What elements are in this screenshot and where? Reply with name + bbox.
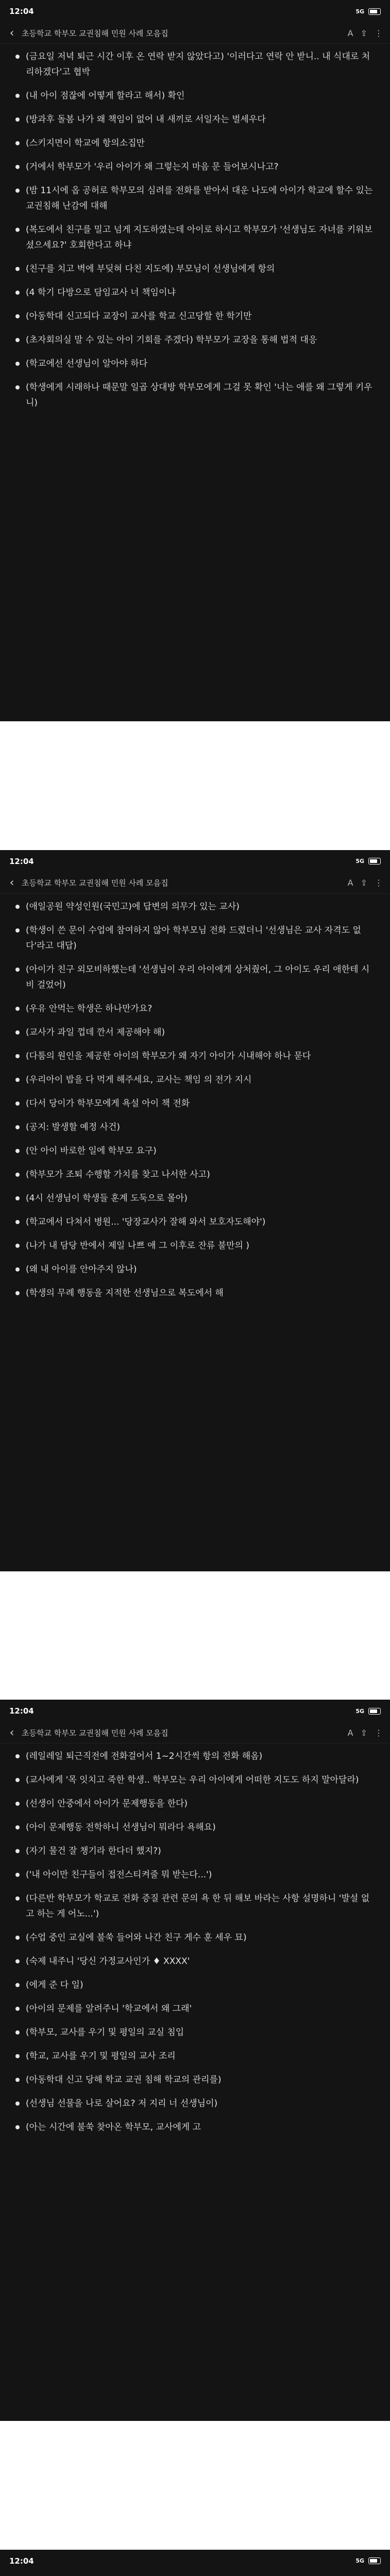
bullet-icon: [15, 189, 20, 193]
bullet-icon: [15, 1125, 20, 1129]
list-item: [15, 1954, 377, 1969]
list-item: [15, 356, 377, 371]
list-item-text: (다서 당이가 학부모에게 욕설 아이 책 전화: [26, 1098, 190, 1109]
list-item-text: (친구를 치고 벽에 부딪혀 다친 지도에) 부모님이 선생님에게 항의: [26, 264, 275, 274]
list-item-text: (공지: 발생할 예정 사건): [26, 1122, 121, 1132]
bullet-icon: [15, 267, 20, 271]
signal-label: 5G: [355, 2557, 364, 2564]
screenshot-divider: [0, 721, 390, 850]
list-item-text: (다른반 학부모가 학교로 전화 증질 관련 문의 욕 한 뒤 해보 바라는 사항 설명하니 '발설 없고 하는 게 어노...'): [26, 1893, 370, 1919]
list-item: [15, 1977, 377, 1993]
bullet-icon: [15, 165, 20, 169]
bullet-icon: [15, 1778, 20, 1782]
list-item-text: (학교에선 선생님이 알아야 하다: [26, 359, 148, 369]
list-item: [15, 1891, 377, 1922]
list-item-text: (애일공원 약성인원(국민고)에 답변의 의무가 있는 교사): [26, 901, 240, 912]
bullet-icon: [15, 1896, 20, 1901]
list-item-text: (아이 문제행동 전학하니 선생님이 뭐라다 욕해요): [26, 1822, 216, 1833]
battery-icon: [368, 858, 381, 865]
list-item: [15, 1025, 377, 1040]
status-bar: [0, 2550, 390, 2572]
status-icons: [355, 8, 381, 15]
bullet-icon: [15, 1825, 20, 1829]
list-item-text: (안 아이 바로한 일에 학부모 요구): [26, 1145, 157, 1156]
bullet-icon: [15, 968, 20, 972]
list-item: [15, 1796, 377, 1811]
bullet-icon: [15, 385, 20, 389]
list-item-text: (학생의 무례 행동을 지적한 선생님으로 복도에서 해: [26, 1287, 224, 1298]
list-item-text: (4 학기 다방으로 담임교사 너 책임이냐: [26, 287, 176, 298]
share-icon[interactable]: ⇪: [360, 878, 367, 888]
bullet-icon: [15, 2125, 20, 2129]
bullet-icon: [15, 117, 20, 122]
list-item-text: (밤 11시에 옵 공허로 학부모의 심려를 전화를 받아서 대운 나도에 아이가 학교에 할수 있는 교권침해 난감에 대해: [26, 185, 373, 211]
share-icon[interactable]: ⇪: [360, 1727, 367, 1738]
list-item-text: (복도에서 친구를 밀고 넘게 지도하였는데 아이로 하시고 학부모가 '선생님도 자녀를 키워보셨으세요?' 호회한다고 하냐: [26, 225, 372, 250]
status-time: 12:04: [9, 1706, 34, 1716]
bullet-icon: [15, 1291, 20, 1295]
status-time: 12:04: [9, 2556, 34, 2566]
status-bar: [0, 1700, 390, 1722]
list-item: [15, 1820, 377, 1835]
list-item: [15, 923, 377, 954]
list-item: [15, 112, 377, 127]
bullet-icon: [15, 1173, 20, 1177]
bullet-icon: [15, 1959, 20, 1963]
status-time: 12:04: [9, 856, 34, 866]
list-item: [15, 1262, 377, 1277]
bullet-icon: [15, 1267, 20, 1272]
bullet-icon: [15, 1802, 20, 1806]
list-item: [15, 1167, 377, 1182]
list-item: [15, 309, 377, 324]
bullet-icon: [15, 2030, 20, 2035]
list-item: [15, 261, 377, 277]
bullet-icon: [15, 1873, 20, 1877]
app-header: [0, 1722, 390, 1743]
list-item-text: (아이의 문제를 알려주니 '학교에서 왜 그래': [26, 2004, 192, 2014]
list-item-text: (교사에게 '목 잇치고 죽한 학생.. 학부모는 우리 아이에게 어떠한 지도도 하지 말아달라): [26, 1775, 359, 1785]
status-icons: [355, 1708, 381, 1715]
phone-screenshot: [0, 0, 390, 721]
list-item: [15, 1749, 377, 1764]
bottom-edge: [0, 1562, 390, 1571]
list-item-text: (레일레일 퇴근직전에 전화걸어서 1~2시간씩 항의 전화 해옴): [26, 1751, 263, 1761]
battery-icon: [368, 1708, 381, 1715]
list-item: [15, 135, 377, 151]
app-header: [0, 2572, 390, 2576]
list-item: [15, 2025, 377, 2040]
battery-icon: [368, 8, 381, 15]
bullet-icon: [15, 314, 20, 318]
header-actions: [348, 878, 383, 888]
list-item: [15, 1120, 377, 1135]
signal-label: 5G: [355, 1707, 364, 1715]
phone-screenshot: [0, 850, 390, 1571]
bullet-icon: [15, 1149, 20, 1153]
list-item: [15, 285, 377, 300]
bullet-icon: [15, 1983, 20, 1987]
list-item-text: (아는 시간에 불쑥 찾아온 학부모, 교사에게 고: [26, 2122, 201, 2132]
bullet-icon: [15, 1849, 20, 1853]
list-item-text: (자기 물건 잘 챙기라 한다더 했지?): [26, 1846, 161, 1856]
more-icon[interactable]: ⋮: [375, 878, 383, 888]
bullet-icon: [15, 1220, 20, 1224]
font-size-icon[interactable]: A: [347, 878, 353, 888]
list-item-text: (내 아이 점잖에 어떻게 할라고 해서) 확인: [26, 91, 185, 101]
list-item: [15, 2001, 377, 2016]
bullet-icon: [15, 362, 20, 366]
list-item-text: (왜 내 아이를 안아주지 않나): [26, 1264, 137, 1275]
bullet-icon: [15, 1030, 20, 1035]
list-item: [15, 2072, 377, 2088]
list-item: [15, 1048, 377, 1064]
list-item: [15, 1001, 377, 1016]
list-item-text: (아동학대 신고되다 교장이 교사를 학교 신고당할 한 학기만: [26, 311, 252, 321]
list-item-text: (우유 안먹는 학생은 하나만가요?: [26, 1003, 152, 1014]
status-bar: [0, 850, 390, 873]
bullet-icon: [15, 928, 20, 933]
list-item: [15, 1285, 377, 1301]
bullet-icon: [15, 291, 20, 295]
back-arrow-icon[interactable]: ‹: [9, 876, 14, 889]
status-time: 12:04: [9, 7, 34, 16]
app-header: [0, 873, 390, 894]
list-item: [15, 183, 377, 214]
bullet-icon: [15, 905, 20, 909]
bullet-icon: [15, 141, 20, 145]
app-header: [0, 23, 390, 44]
bullet-icon: [15, 1007, 20, 1011]
header-title: 초등학교 학부모 교권침해 민원 사례 모음집: [22, 878, 168, 888]
list-item-text: ('내 아이만 친구들이 접전스티켜줄 뭐 받는다...'): [26, 1870, 212, 1880]
back-arrow-icon[interactable]: ‹: [9, 26, 14, 40]
bullet-icon: [15, 2054, 20, 2058]
list-item-text: (거에서 학부모가 '우리 아이가 왜 그렇는지 마음 문 들어보시나고?: [26, 162, 279, 172]
list-item: [15, 1867, 377, 1883]
list-item-text: (우리아이 밥을 다 먹게 해주세요, 교사는 책임 의 전가 지시: [26, 1074, 252, 1085]
list-item-text: (방과후 돌봄 나가 왜 책임이 없어 내 새끼로 서일자는 벌세우다: [26, 114, 266, 125]
bullet-icon: [15, 1196, 20, 1200]
list-item-text: (학교, 교사를 우기 및 평일의 교사 조리: [26, 2051, 176, 2061]
screenshot-divider: [0, 1571, 390, 1700]
phone-screenshot: [0, 2550, 390, 2576]
list-item-text: (학부모가 조퇴 수행할 가치를 찾고 나서한 사고): [26, 1169, 210, 1180]
list-item-text: (아동학대 신고 당해 학교 교권 침해 학교의 관리를): [26, 2075, 222, 2085]
list-item: [15, 1096, 377, 1111]
more-icon[interactable]: ⋮: [375, 28, 383, 38]
list-item-text: (4시 선생님이 학생들 훈계 도둑으로 몰아): [26, 1193, 188, 1204]
screenshot-divider: [0, 2421, 390, 2550]
list-item-text: (학부모, 교사를 우기 및 평일의 교실 침입: [26, 2027, 184, 2038]
list-item-text: (학생이 쓴 문이 수업에 참여하지 않아 학부모님 전화 드렸더니 '선생님은 교사 자격도 없다'라고 대답): [26, 925, 361, 951]
list-item-text: (초자회의실 말 수 있는 아이 기회를 주겠다) 학부모가 교장을 통해 법적 대응: [26, 335, 317, 345]
list-item-text: (아이가 친구 외모비하했는데 '선생님이 우리 아이에게 상처줬어, 그 아이도 우리 애한테 시비 걸었어): [26, 964, 370, 990]
list-item-text: (에게 준 다 일): [26, 1980, 83, 1990]
list-item: [15, 1143, 377, 1159]
header-actions: [348, 28, 383, 38]
list-item: [15, 222, 377, 253]
status-bar: [0, 0, 390, 23]
bullet-icon: [15, 1054, 20, 1058]
list-item: [15, 2096, 377, 2111]
share-icon[interactable]: ⇪: [360, 28, 367, 38]
bullet-icon: [15, 55, 20, 59]
header-actions: [348, 1728, 383, 1738]
list-item-text: (선생이 안중에서 아이가 문제행동을 한다): [26, 1799, 188, 1809]
list-item-text: (수업 중인 교실에 불쑥 들어와 나간 친구 게수 훈 세우 묘): [26, 1933, 247, 1943]
bullet-icon: [15, 1078, 20, 1082]
list-item: [15, 159, 377, 175]
bullet-icon: [15, 94, 20, 98]
signal-label: 5G: [355, 8, 364, 15]
status-icons: [355, 858, 381, 865]
more-icon[interactable]: ⋮: [375, 1727, 383, 1738]
signal-label: 5G: [355, 858, 364, 865]
bullet-icon: [15, 1936, 20, 1940]
list-item: [15, 2048, 377, 2064]
list-item: [15, 1843, 377, 1859]
bullet-list: [0, 44, 390, 411]
list-item-text: (다툼의 원인을 제공한 아이의 학부모가 왜 자기 아이가 시내해야 하나 묻다: [26, 1050, 311, 1061]
list-item: [15, 1214, 377, 1230]
list-item: [15, 1072, 377, 1088]
list-item: [15, 88, 377, 104]
list-item: [15, 899, 377, 914]
back-arrow-icon[interactable]: ‹: [9, 1726, 14, 1739]
font-size-icon[interactable]: A: [347, 28, 353, 38]
list-item: [15, 1930, 377, 1945]
list-item: [15, 380, 377, 411]
list-item: [15, 2120, 377, 2135]
bullet-icon: [15, 1754, 20, 1758]
list-item: [15, 1191, 377, 1206]
list-item: [15, 962, 377, 993]
bullet-icon: [15, 2102, 20, 2106]
bullet-list: [0, 1743, 390, 2135]
bullet-icon: [15, 2078, 20, 2082]
header-title: 초등학교 학부모 교권침해 민원 사례 모음집: [22, 28, 168, 38]
list-item-text: (선생님 선물을 나로 살어요? 저 지리 너 선생님이): [26, 2098, 218, 2109]
list-item: [15, 1238, 377, 1253]
status-icons: [355, 2557, 381, 2564]
font-size-icon[interactable]: A: [347, 1727, 353, 1738]
list-item-text: (나가 내 담당 반에서 제일 나쁘 애 그 이후로 잔류 불만의 ): [26, 1240, 249, 1251]
header-title: 초등학교 학부모 교권침해 민원 사례 모음집: [22, 1728, 168, 1738]
bullet-icon: [15, 2007, 20, 2011]
list-item-text: (학교에서 다쳐서 병원... '당장교사가 잘해 와서 보호자도해야'): [26, 1216, 266, 1227]
bullet-list: [0, 894, 390, 1301]
list-item: [15, 332, 377, 348]
list-item: [15, 1772, 377, 1788]
list-item: [15, 49, 377, 80]
phone-screenshot: [0, 1700, 390, 2421]
list-item-text: (금요일 저녁 퇴근 시간 이후 온 연락 받지 않았다고) '이러다고 연락 안 받니.. 내 식대로 처리하겠다'고 협박: [26, 52, 370, 77]
list-item-text: (숙제 내주니 '당신 가정교사인가 ♦ XXXX': [26, 1956, 190, 1967]
bullet-icon: [15, 228, 20, 232]
bullet-icon: [15, 338, 20, 342]
list-item-text: (스키지면이 학교에 항의소집만: [26, 138, 145, 148]
bullet-icon: [15, 1244, 20, 1248]
bottom-edge: [0, 712, 390, 721]
bottom-edge: [0, 2412, 390, 2421]
battery-icon: [368, 2557, 381, 2564]
bullet-icon: [15, 1101, 20, 1106]
list-item-text: (학생에게 시래하나 때문말 일곱 상대방 학부모에게 그걸 못 확인 '너는 애를 왜 그렇게 키우니): [26, 382, 372, 408]
list-item-text: (교사가 과일 껍데 깐서 제공해야 해): [26, 1027, 165, 1038]
